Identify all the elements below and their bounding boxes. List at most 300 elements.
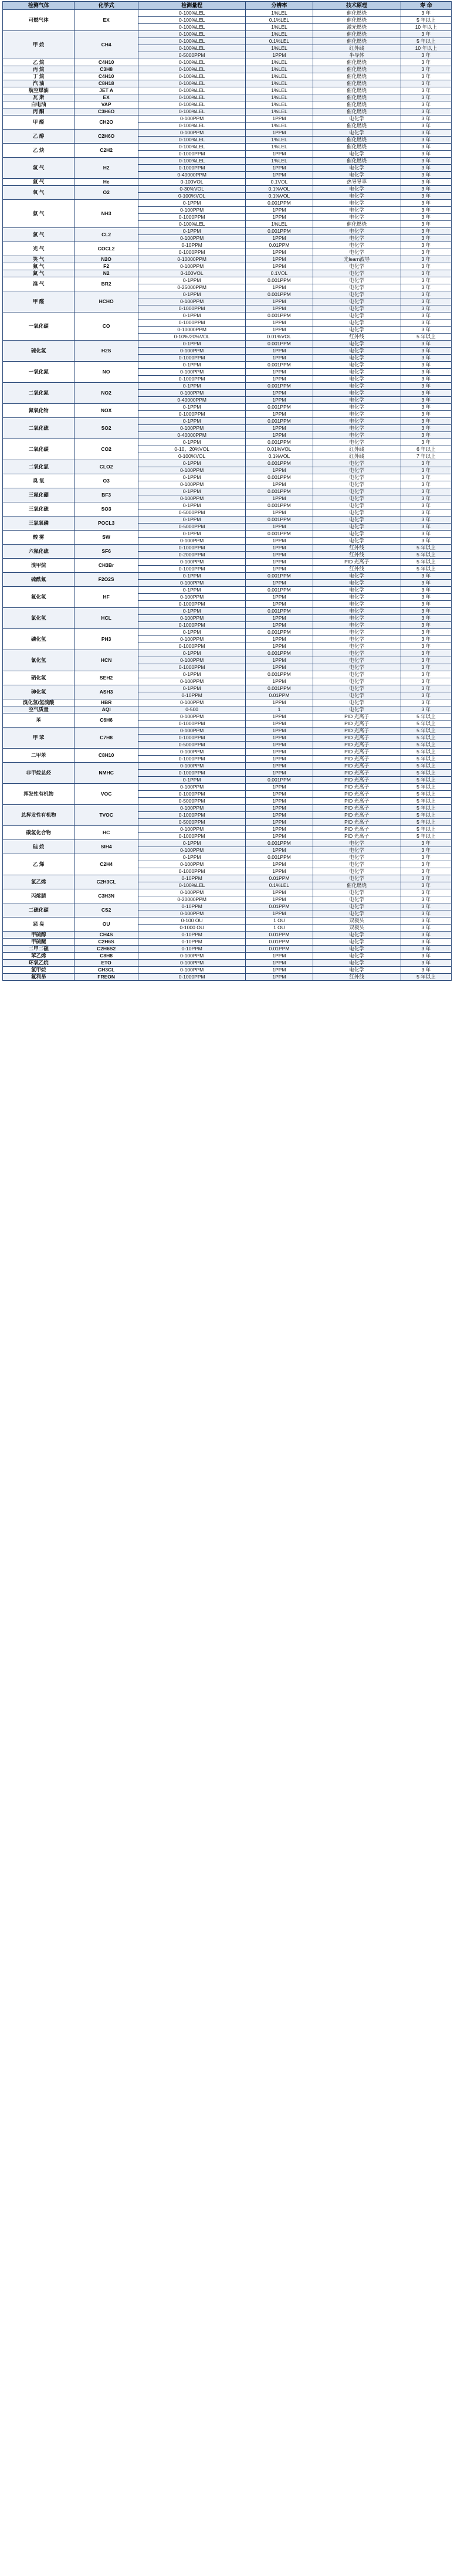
table-row: [3, 108, 452, 115]
range-cell: 0-1000PPM: [138, 376, 246, 383]
range-cell: 0-100%LEL: [138, 66, 246, 73]
technology-cell: 电化学: [313, 692, 401, 699]
resolution-cell: 1PPM: [246, 798, 313, 805]
range-cell: 0-10PPM: [138, 939, 246, 946]
range-cell: 0-5000PPM: [138, 524, 246, 531]
resolution-cell: 0.001PPM: [246, 516, 313, 524]
technology-cell: PID 光离子: [313, 791, 401, 798]
resolution-cell: 1PPM: [246, 566, 313, 573]
range-cell: 0-100PPM: [138, 805, 246, 812]
life-cell: 3 年: [401, 327, 451, 334]
range-cell: 0-100PPM: [138, 763, 246, 770]
gas-name-cell: 氯化氢: [3, 608, 74, 629]
technology-cell: 电化学: [313, 228, 401, 235]
range-cell: 0-100PPM: [138, 390, 246, 397]
life-cell: 5 年以上: [401, 735, 451, 742]
technology-cell: 电化学: [313, 868, 401, 875]
formula-cell: SF6: [74, 545, 138, 559]
table-row: [3, 763, 452, 770]
resolution-cell: 1PPM: [246, 390, 313, 397]
formula-cell: SIH4: [74, 840, 138, 854]
life-cell: 3 年: [401, 151, 451, 158]
life-cell: 5 年以上: [401, 545, 451, 552]
gas-name-cell: 氯甲烷: [3, 967, 74, 974]
resolution-cell: 1PPM: [246, 284, 313, 291]
gas-spec-table: [2, 1, 452, 981]
technology-cell: PID 光离子: [313, 798, 401, 805]
range-cell: 0-20000PPM: [138, 896, 246, 903]
range-cell: 0-1000PPM: [138, 249, 246, 256]
gas-name-cell: 甲硫醇: [3, 932, 74, 939]
resolution-cell: 1PPM: [246, 249, 313, 256]
formula-cell: CL2: [74, 228, 138, 242]
technology-cell: 电化学: [313, 516, 401, 524]
technology-cell: PID 光离子: [313, 812, 401, 819]
formula-cell: CH4S: [74, 932, 138, 939]
formula-cell: C2H4: [74, 854, 138, 875]
technology-cell: PID 光离子: [313, 559, 401, 566]
range-cell: 0-100VOL: [138, 179, 246, 186]
table-row: [3, 939, 452, 946]
resolution-cell: 1%LEL: [246, 10, 313, 17]
table-row: [3, 291, 452, 298]
resolution-cell: 1PPM: [246, 481, 313, 488]
range-cell: 0-1000PPM: [138, 545, 246, 552]
table-row: [3, 974, 452, 981]
resolution-cell: 0.001PPM: [246, 291, 313, 298]
technology-cell: 双极头: [313, 925, 401, 932]
range-cell: 0-1PPM: [138, 439, 246, 446]
life-cell: 3 年: [401, 615, 451, 622]
range-cell: 0-10PPM: [138, 242, 246, 249]
formula-cell: C2H6O: [74, 130, 138, 144]
formula-cell: H2: [74, 158, 138, 179]
range-cell: 0-100PPM: [138, 910, 246, 917]
gas-name-cell: 苯乙烯: [3, 953, 74, 960]
resolution-cell: 0.1VOL: [246, 179, 313, 186]
technology-cell: 电化学: [313, 284, 401, 291]
resolution-cell: 0.001PPM: [246, 840, 313, 847]
technology-cell: 电化学: [313, 671, 401, 678]
gas-name-cell: 二氧化硫: [3, 418, 74, 439]
life-cell: 3 年: [401, 664, 451, 671]
technology-cell: 红外线: [313, 334, 401, 341]
range-cell: 0-100PPM: [138, 425, 246, 432]
formula-cell: HBR: [74, 699, 138, 706]
range-cell: 0-100PPM: [138, 699, 246, 706]
table-row: [3, 854, 452, 861]
range-cell: 0-100PPM: [138, 826, 246, 833]
technology-cell: 红外线: [313, 45, 401, 52]
range-cell: 0-2000PPM: [138, 552, 246, 559]
technology-cell: PID 光离子: [313, 749, 401, 756]
gas-name-cell: 光 气: [3, 242, 74, 256]
life-cell: 5 年以上: [401, 819, 451, 826]
formula-cell: SO2: [74, 418, 138, 439]
range-cell: 0-10PPM: [138, 692, 246, 699]
range-cell: 0-25000PPM: [138, 284, 246, 291]
gas-name-cell: 乙 烯: [3, 854, 74, 875]
technology-cell: 电化学: [313, 151, 401, 158]
table-body: [3, 10, 452, 981]
resolution-cell: 1%LEL: [246, 45, 313, 52]
table-row: [3, 277, 452, 284]
technology-cell: 电化学: [313, 390, 401, 397]
resolution-cell: 1%LEL: [246, 80, 313, 87]
resolution-cell: 1PPM: [246, 784, 313, 791]
table-row: [3, 917, 452, 925]
life-cell: 3 年: [401, 270, 451, 277]
table-row: [3, 144, 452, 151]
range-cell: 0-100PPM: [138, 967, 246, 974]
range-cell: 0-1000PPM: [138, 812, 246, 819]
gas-name-cell: 溴甲烷: [3, 559, 74, 573]
range-cell: 0-1000PPM: [138, 622, 246, 629]
table-row: [3, 946, 452, 953]
life-cell: 3 年: [401, 967, 451, 974]
table-row: [3, 531, 452, 538]
table-row: [3, 130, 452, 137]
technology-cell: 电化学: [313, 875, 401, 882]
table-row: [3, 341, 452, 348]
range-cell: 0-1PPM: [138, 587, 246, 594]
formula-cell: CH3CL: [74, 967, 138, 974]
range-cell: 0-1000PPM: [138, 320, 246, 327]
life-cell: 5 年以上: [401, 38, 451, 45]
life-cell: 3 年: [401, 291, 451, 298]
range-cell: 0-1000PPM: [138, 868, 246, 875]
resolution-cell: 1PPM: [246, 348, 313, 355]
formula-cell: NO2: [74, 383, 138, 404]
technology-cell: 电化学: [313, 953, 401, 960]
technology-cell: 电化学: [313, 910, 401, 917]
resolution-cell: 1%LEL: [246, 94, 313, 101]
technology-cell: 电化学: [313, 425, 401, 432]
life-cell: 3 年: [401, 516, 451, 524]
range-cell: 0-100PPM: [138, 615, 246, 622]
life-cell: 3 年: [401, 59, 451, 66]
col-header-gas: 检测气体: [3, 2, 74, 10]
resolution-cell: 1PPM: [246, 847, 313, 854]
range-cell: 0-10PPM: [138, 903, 246, 910]
resolution-cell: 0.001PPM: [246, 573, 313, 580]
range-cell: 0-100%LEL: [138, 24, 246, 31]
resolution-cell: 1PPM: [246, 172, 313, 179]
life-cell: 3 年: [401, 939, 451, 946]
formula-cell: H2S: [74, 341, 138, 362]
table-row: [3, 967, 452, 974]
life-cell: 3 年: [401, 706, 451, 713]
gas-name-cell: 氮氧化物: [3, 404, 74, 418]
table-row: [3, 516, 452, 524]
formula-cell: C8H10: [74, 749, 138, 763]
life-cell: 3 年: [401, 671, 451, 678]
resolution-cell: 1%LEL: [246, 24, 313, 31]
life-cell: 3 年: [401, 73, 451, 80]
life-cell: 3 年: [401, 643, 451, 650]
resolution-cell: 1%LEL: [246, 137, 313, 144]
technology-cell: 电化学: [313, 939, 401, 946]
resolution-cell: 1%LEL: [246, 31, 313, 38]
resolution-cell: 1PPM: [246, 728, 313, 735]
range-cell: 0-5000PPM: [138, 742, 246, 749]
formula-cell: F2O2S: [74, 573, 138, 587]
life-cell: 3 年: [401, 10, 451, 17]
resolution-cell: 0.001PPM: [246, 531, 313, 538]
formula-cell: TVOC: [74, 805, 138, 826]
technology-cell: 电化学: [313, 840, 401, 847]
range-cell: 0-100PPM: [138, 594, 246, 601]
gas-name-cell: 二氧化碳: [3, 439, 74, 460]
resolution-cell: 0.001PPM: [246, 777, 313, 784]
life-cell: 3 年: [401, 573, 451, 580]
life-cell: 3 年: [401, 636, 451, 643]
table-row: [3, 474, 452, 481]
technology-cell: 电化学: [313, 200, 401, 207]
technology-cell: 电化学: [313, 165, 401, 172]
table-row: [3, 889, 452, 896]
technology-cell: 电化学: [313, 524, 401, 531]
table-row: [3, 115, 452, 123]
gas-name-cell: 氧 气: [3, 186, 74, 200]
table-row: [3, 263, 452, 270]
table-row: [3, 875, 452, 882]
life-cell: 3 年: [401, 200, 451, 207]
resolution-cell: 0.01%VOL: [246, 334, 313, 341]
life-cell: 5 年以上: [401, 974, 451, 981]
resolution-cell: 1PPM: [246, 636, 313, 643]
technology-cell: PID 光离子: [313, 721, 401, 728]
technology-cell: 电化学: [313, 362, 401, 369]
resolution-cell: 1PPM: [246, 622, 313, 629]
formula-cell: C7H8: [74, 728, 138, 749]
resolution-cell: 1%LEL: [246, 101, 313, 108]
range-cell: 0-100PPM: [138, 636, 246, 643]
gas-name-cell: 硫酰氟: [3, 573, 74, 587]
resolution-cell: 0.001PPM: [246, 671, 313, 678]
range-cell: 0-100PPM: [138, 847, 246, 854]
technology-cell: 电化学: [313, 369, 401, 376]
life-cell: 3 年: [401, 94, 451, 101]
table-row: [3, 488, 452, 495]
resolution-cell: 1PPM: [246, 699, 313, 706]
formula-cell: VAP: [74, 101, 138, 108]
range-cell: 0-100PPM: [138, 369, 246, 376]
table-row: [3, 80, 452, 87]
life-cell: 3 年: [401, 524, 451, 531]
table-row: [3, 179, 452, 186]
formula-cell: NMHC: [74, 763, 138, 784]
formula-cell: C2H6S: [74, 939, 138, 946]
technology-cell: 电化学: [313, 629, 401, 636]
range-cell: 0-1PPM: [138, 474, 246, 481]
technology-cell: PID 光离子: [313, 735, 401, 742]
technology-cell: 电化学: [313, 460, 401, 467]
life-cell: 5 年以上: [401, 566, 451, 573]
formula-cell: FREON: [74, 974, 138, 981]
life-cell: 3 年: [401, 66, 451, 73]
range-cell: 0-100%LEL: [138, 144, 246, 151]
col-header-formula: 化学式: [74, 2, 138, 10]
range-cell: 0-5000PPM: [138, 819, 246, 826]
resolution-cell: 1PPM: [246, 207, 313, 214]
technology-cell: 电化学: [313, 531, 401, 538]
technology-cell: 电化学: [313, 235, 401, 242]
technology-cell: 电化学: [313, 207, 401, 214]
life-cell: 3 年: [401, 699, 451, 706]
formula-cell: C4H10: [74, 59, 138, 66]
resolution-cell: 1PPM: [246, 678, 313, 685]
range-cell: 0-100%LEL: [138, 137, 246, 144]
formula-cell: CO2: [74, 439, 138, 460]
range-cell: 0-40000PPM: [138, 172, 246, 179]
technology-cell: PID 光离子: [313, 826, 401, 833]
technology-cell: 电化学: [313, 502, 401, 509]
range-cell: 0-5000PPM: [138, 52, 246, 59]
formula-cell: EX: [74, 10, 138, 31]
gas-name-cell: 丙 烷: [3, 66, 74, 73]
life-cell: 3 年: [401, 889, 451, 896]
technology-cell: 电化学: [313, 903, 401, 910]
range-cell: 0-10PPM: [138, 932, 246, 939]
gas-name-cell: 甲 烷: [3, 31, 74, 59]
range-cell: 0-1000PPM: [138, 411, 246, 418]
range-cell: 0-1PPM: [138, 277, 246, 284]
technology-cell: 电化学: [313, 854, 401, 861]
range-cell: 0-1000PPM: [138, 735, 246, 742]
gas-name-cell: 汽 油: [3, 80, 74, 87]
resolution-cell: 1PPM: [246, 305, 313, 312]
range-cell: 0-1000PPM: [138, 833, 246, 840]
gas-name-cell: 二甲苯: [3, 749, 74, 763]
resolution-cell: 1PPM: [246, 467, 313, 474]
life-cell: 3 年: [401, 910, 451, 917]
resolution-cell: 0.001PPM: [246, 404, 313, 411]
formula-cell: NO: [74, 362, 138, 383]
range-cell: 0-100 OU: [138, 917, 246, 925]
range-cell: 0-100PPM: [138, 728, 246, 735]
resolution-cell: 1PPM: [246, 538, 313, 545]
technology-cell: 电化学: [313, 186, 401, 193]
life-cell: 3 年: [401, 108, 451, 115]
resolution-cell: 0.001PPM: [246, 228, 313, 235]
life-cell: 3 年: [401, 932, 451, 939]
formula-cell: CO: [74, 312, 138, 341]
table-row: [3, 629, 452, 636]
life-cell: 3 年: [401, 305, 451, 312]
technology-cell: 催化燃烧: [313, 882, 401, 889]
life-cell: 3 年: [401, 509, 451, 516]
formula-cell: C3H3N: [74, 889, 138, 903]
formula-cell: HF: [74, 587, 138, 608]
technology-cell: 催化燃烧: [313, 59, 401, 66]
formula-cell: ASH3: [74, 685, 138, 699]
life-cell: 5 年以上: [401, 784, 451, 791]
resolution-cell: 0.001PPM: [246, 608, 313, 615]
formula-cell: POCL3: [74, 516, 138, 531]
life-cell: 10 年以上: [401, 24, 451, 31]
technology-cell: 电化学: [313, 622, 401, 629]
resolution-cell: 1PPM: [246, 552, 313, 559]
technology-cell: 电化学: [313, 172, 401, 179]
technology-cell: PID 光离子: [313, 742, 401, 749]
range-cell: 0-10000PPM: [138, 327, 246, 334]
resolution-cell: 1%LEL: [246, 221, 313, 228]
range-cell: 0-100%LEL: [138, 38, 246, 45]
technology-cell: 电化学: [313, 889, 401, 896]
technology-cell: PID 光离子: [313, 756, 401, 763]
resolution-cell: 1 OU: [246, 925, 313, 932]
resolution-cell: 1PPM: [246, 594, 313, 601]
life-cell: 3 年: [401, 242, 451, 249]
table-row: [3, 158, 452, 165]
gas-name-cell: 溴 气: [3, 277, 74, 291]
gas-name-cell: 碳氢化合物: [3, 826, 74, 840]
range-cell: 0-1000PPM: [138, 305, 246, 312]
technology-cell: PID 光离子: [313, 784, 401, 791]
life-cell: 3 年: [401, 172, 451, 179]
technology-cell: 电化学: [313, 509, 401, 516]
resolution-cell: 1PPM: [246, 130, 313, 137]
table-row: [3, 404, 452, 411]
range-cell: 0-1PPM: [138, 854, 246, 861]
gas-name-cell: 硒化氢: [3, 671, 74, 685]
technology-cell: 电化学: [313, 115, 401, 123]
table-row: [3, 650, 452, 657]
formula-cell: ETO: [74, 960, 138, 967]
gas-name-cell: 氨 气: [3, 200, 74, 228]
resolution-cell: 0.001PPM: [246, 650, 313, 657]
resolution-cell: 0.001PPM: [246, 474, 313, 481]
life-cell: 5 年以上: [401, 812, 451, 819]
life-cell: 5 年以上: [401, 805, 451, 812]
technology-cell: 电化学: [313, 418, 401, 425]
resolution-cell: 1%LEL: [246, 66, 313, 73]
range-cell: 0-1PPM: [138, 200, 246, 207]
life-cell: 3 年: [401, 249, 451, 256]
range-cell: 0-1000PPM: [138, 756, 246, 763]
resolution-cell: 1PPM: [246, 165, 313, 172]
resolution-cell: 0.001PPM: [246, 502, 313, 509]
range-cell: 0-1PPM: [138, 531, 246, 538]
life-cell: 3 年: [401, 425, 451, 432]
table-row: [3, 31, 452, 38]
gas-name-cell: 航空煤油: [3, 87, 74, 94]
technology-cell: PID 光离子: [313, 805, 401, 812]
range-cell: 0-100%LEL: [138, 17, 246, 24]
technology-cell: 催化燃烧: [313, 144, 401, 151]
resolution-cell: 1PPM: [246, 896, 313, 903]
formula-cell: EX: [74, 94, 138, 101]
life-cell: 5 年以上: [401, 559, 451, 566]
life-cell: 5 年以上: [401, 833, 451, 840]
gas-name-cell: 三氧化硫: [3, 502, 74, 516]
resolution-cell: 1PPM: [246, 327, 313, 334]
life-cell: 3 年: [401, 411, 451, 418]
life-cell: 3 年: [401, 115, 451, 123]
life-cell: 3 年: [401, 277, 451, 284]
resolution-cell: 1PPM: [246, 812, 313, 819]
life-cell: 3 年: [401, 840, 451, 847]
range-cell: 0-1000PPM: [138, 643, 246, 650]
resolution-cell: 0.001PPM: [246, 685, 313, 692]
technology-cell: 电化学: [313, 650, 401, 657]
formula-cell: AQI: [74, 706, 138, 713]
table-row: [3, 685, 452, 692]
range-cell: 0-100PPM: [138, 538, 246, 545]
technology-cell: 红外线: [313, 446, 401, 453]
gas-name-cell: 二甲二硫: [3, 946, 74, 953]
